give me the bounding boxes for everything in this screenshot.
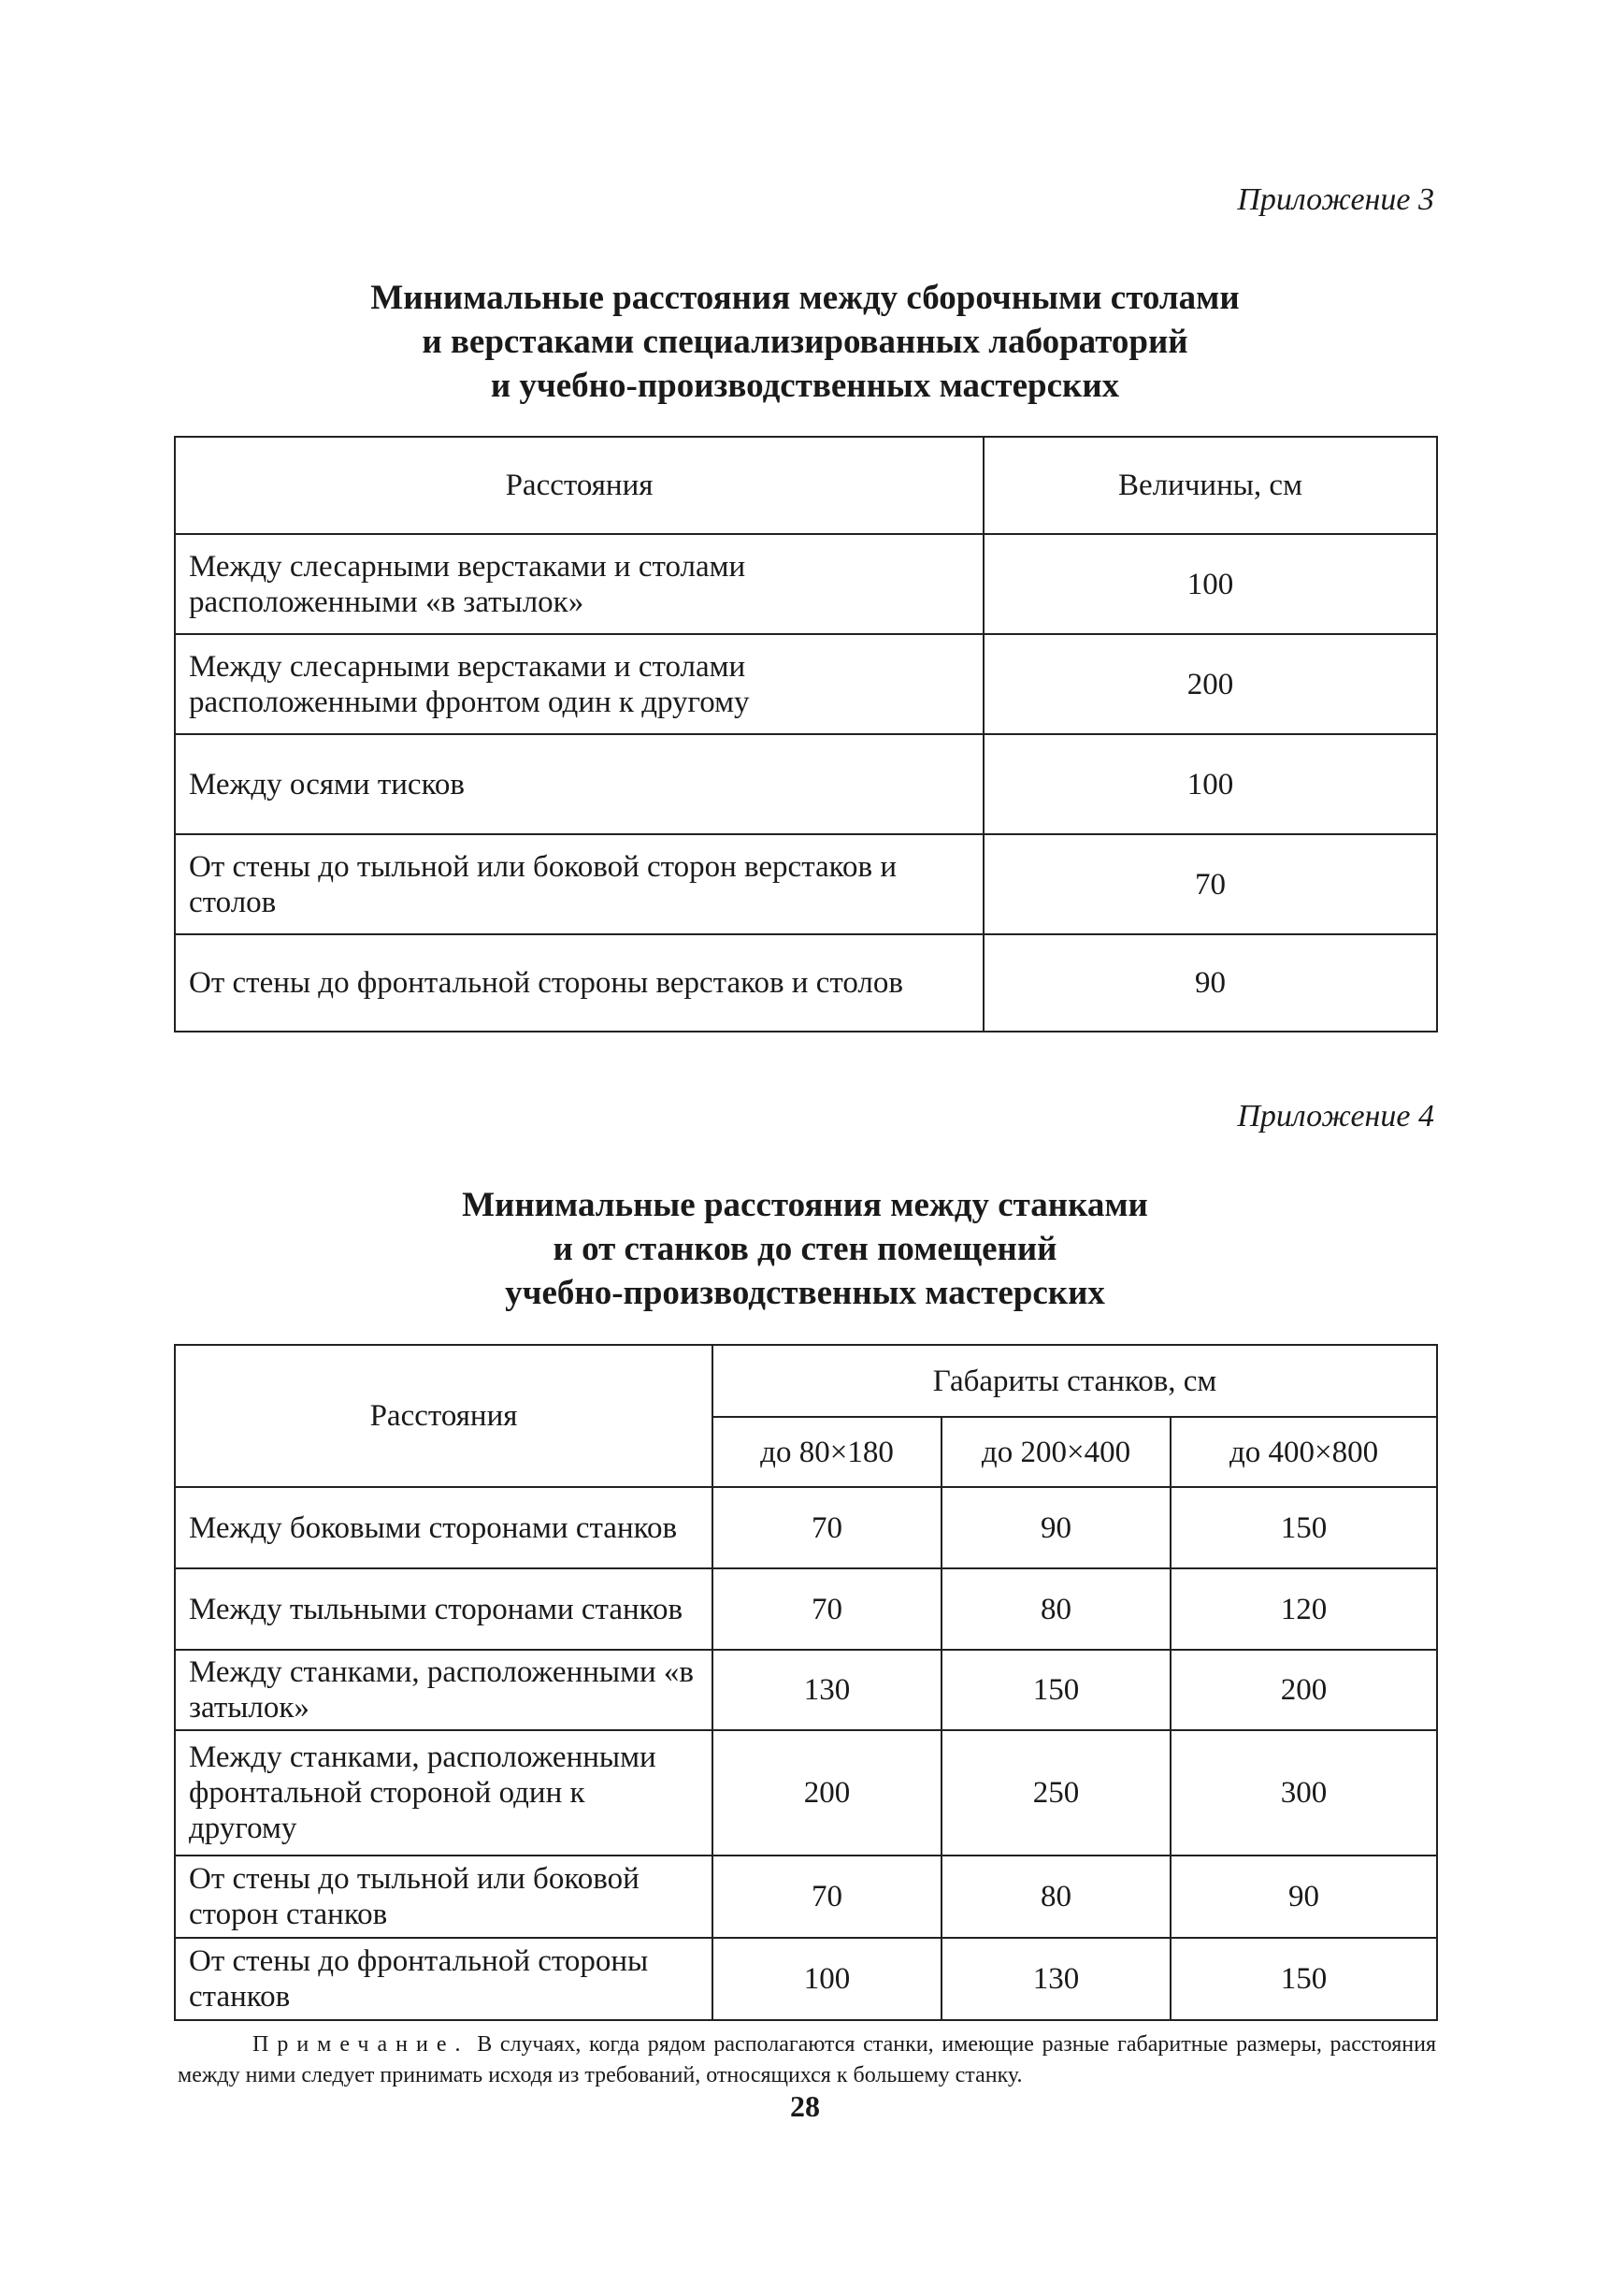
row-value: 120 — [1171, 1568, 1437, 1650]
title-line: и учебно-производственных мастерских — [490, 367, 1120, 405]
row-value: 80 — [942, 1856, 1171, 1938]
title-line: Минимальные расстояния между станками — [462, 1186, 1148, 1224]
table-header-row — [175, 437, 1437, 534]
header-size-medium: до 200×400 — [942, 1417, 1171, 1487]
row-value: 200 — [984, 634, 1437, 734]
title-line: и от станков до стен помещений — [553, 1230, 1057, 1268]
row-value: 100 — [984, 734, 1437, 834]
appendix-4-label: Приложение 4 — [1237, 1099, 1434, 1134]
row-value: 70 — [712, 1487, 942, 1568]
row-label: Между боковыми сторонами станков — [175, 1487, 712, 1568]
row-value: 250 — [942, 1730, 1171, 1856]
table-row — [175, 834, 1437, 934]
row-value: 200 — [712, 1730, 942, 1856]
row-label: От стены до фронтальной стороны верстаков и столов — [175, 934, 984, 1032]
appendix-3-title — [0, 276, 1610, 408]
row-value: 70 — [984, 834, 1437, 934]
row-label: От стены до тыльной или боковой сторон станков — [175, 1856, 712, 1938]
row-label: Между осями тисков — [175, 734, 984, 834]
table-header-row — [175, 1345, 1437, 1417]
row-value: 80 — [942, 1568, 1171, 1650]
page-number: 28 — [790, 2089, 820, 2123]
table-row — [175, 934, 1437, 1032]
table-row — [175, 1730, 1437, 1856]
row-value: 200 — [1171, 1650, 1437, 1730]
row-label: От стены до фронтальной стороны станков — [175, 1938, 712, 2020]
note-heading: Примечание. — [252, 2032, 469, 2057]
title-line: и верстаками специализированных лабораторий — [422, 323, 1188, 361]
header-distances: Расстояния — [175, 437, 984, 534]
header-size-large: до 400×800 — [1171, 1417, 1437, 1487]
row-value: 300 — [1171, 1730, 1437, 1856]
table-row — [175, 1568, 1437, 1650]
row-value: 130 — [942, 1938, 1171, 2020]
header-size-small: до 80×180 — [712, 1417, 942, 1487]
row-label: Между станками, расположенными «в затылок» — [175, 1650, 712, 1730]
title-line: Минимальные расстояния между сборочными столами — [370, 279, 1240, 317]
table-row — [175, 1856, 1437, 1938]
appendix-3-label: Приложение 3 — [1237, 182, 1434, 217]
row-value: 100 — [712, 1938, 942, 2020]
header-distances: Расстояния — [175, 1345, 712, 1487]
row-value: 90 — [942, 1487, 1171, 1568]
table-row — [175, 1650, 1437, 1730]
row-label: Между слесарными верстаками и столами расположенными фронтом один к другому — [175, 634, 984, 734]
row-value: 70 — [712, 1568, 942, 1650]
row-label: Между станками, расположенными фронтальной стороной один к другому — [175, 1730, 712, 1856]
appendix-4-title — [0, 1183, 1610, 1315]
table-row — [175, 1487, 1437, 1568]
table-workbench-distances — [174, 436, 1438, 1032]
title-line: учебно-производственных мастерских — [505, 1274, 1105, 1312]
row-label: От стены до тыльной или боковой сторон верстаков и столов — [175, 834, 984, 934]
row-value: 90 — [984, 934, 1437, 1032]
row-value: 90 — [1171, 1856, 1437, 1938]
row-label: Между тыльными сторонами станков — [175, 1568, 712, 1650]
table-row — [175, 534, 1437, 634]
table-row — [175, 734, 1437, 834]
note-text: В случаях, когда рядом располагаются станки, имеющие разные габаритные размеры, расстояния между ними следует принимать исходя из требований, относящихся к большему станку. — [178, 2032, 1436, 2087]
row-value: 150 — [1171, 1938, 1437, 2020]
row-value: 130 — [712, 1650, 942, 1730]
row-value: 70 — [712, 1856, 942, 1938]
table-note — [178, 2029, 1436, 2091]
row-label: Между слесарными верстаками и столами расположенными «в затылок» — [175, 534, 984, 634]
row-value: 150 — [1171, 1487, 1437, 1568]
header-values: Величины, см — [984, 437, 1437, 534]
table-row — [175, 634, 1437, 734]
table-row — [175, 1938, 1437, 2020]
row-value: 150 — [942, 1650, 1171, 1730]
row-value: 100 — [984, 534, 1437, 634]
table-machine-distances — [174, 1344, 1438, 2021]
header-machine-sizes: Габариты станков, см — [712, 1345, 1437, 1417]
